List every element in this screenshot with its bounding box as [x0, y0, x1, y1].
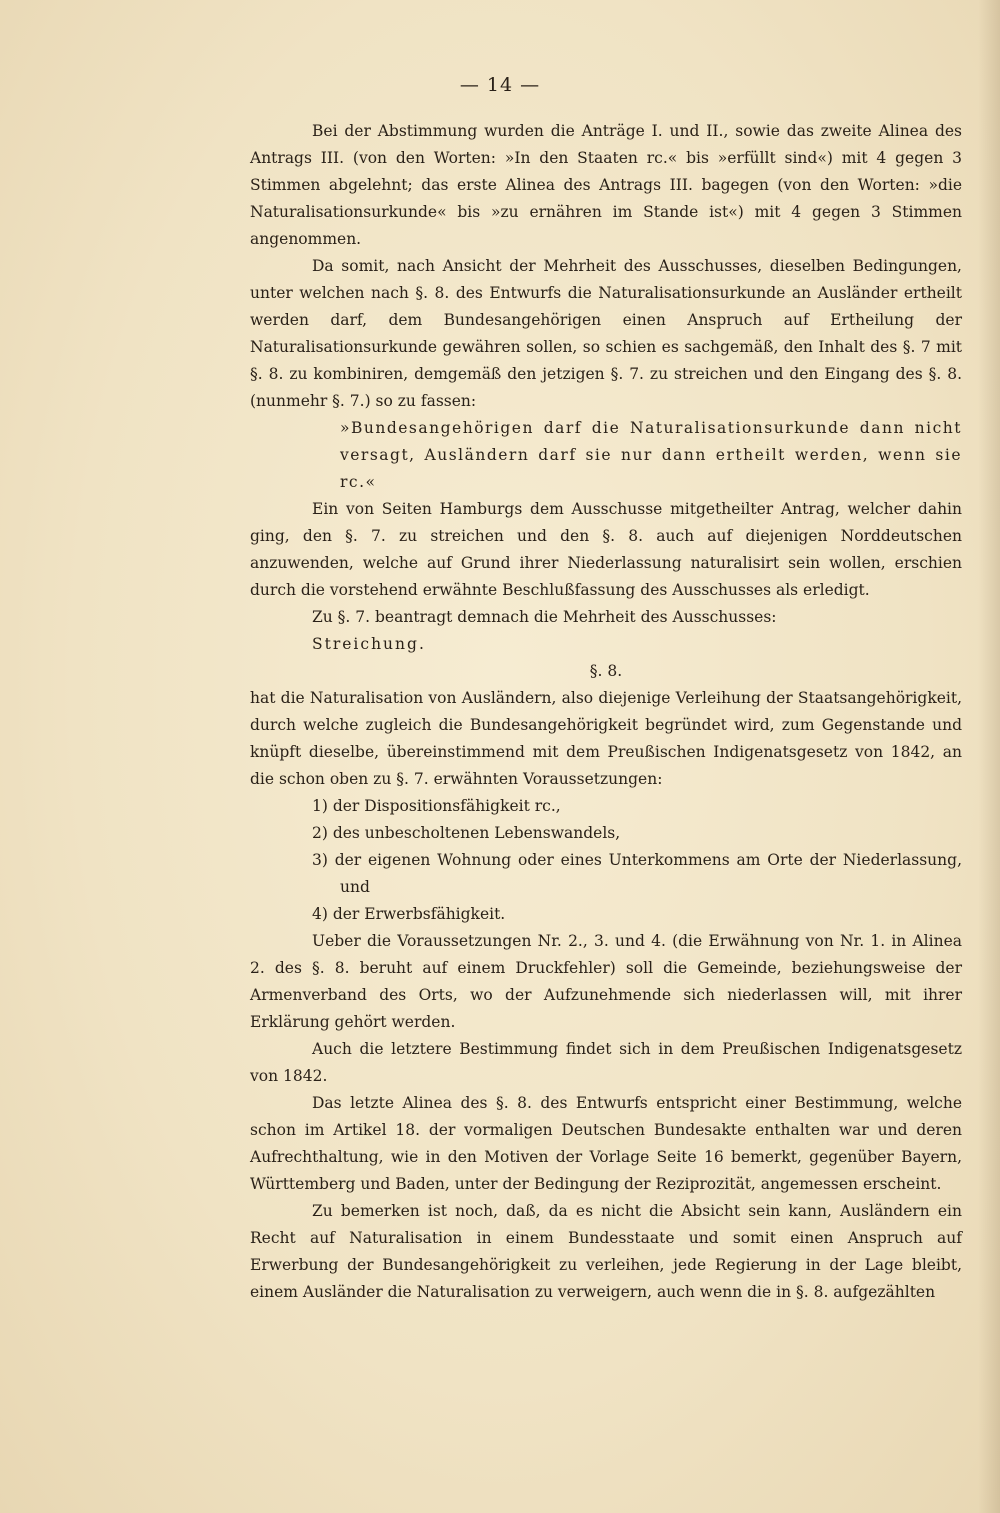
paragraph-last-alinea: Das letzte Alinea des §. 8. des Entwurfs entspricht einer Bestimmung, welche schon im Artikel 18. der vormaligen Deutschen Bundesakte enthalten war und deren Aufrechthaltung, wie in den Motiven der Vorlage Seite 16 bemerkt, gegenüber Bayern, Württemberg und Baden, unter der Bedingung der Reziprozität, angemessen erscheint. [250, 1094, 962, 1193]
list-item: 3) der eigenen Wohnung oder eines Unterkommens am Orte der Niederlassung, und [312, 851, 962, 896]
list-item: 4) der Erwerbsfähigkeit. [312, 905, 506, 923]
paragraph-motion-section-7: Zu §. 7. beantragt demnach die Mehrheit des Ausschusses: [312, 608, 777, 626]
page-edge-shadow [978, 0, 1000, 1513]
paragraph-hamburg-motion: Ein von Seiten Hamburgs dem Ausschusse mitgetheilter Antrag, welcher dahin ging, den §. 7. zu streichen und den §. 8. auch auf diejenigen Norddeutschen anzuwenden, welche auf Grund ihrer Niederlassung naturalisirt sein wollen, erschien durch die vorstehend erwähnte Beschlußfassung des Ausschusses als erledigt. [250, 500, 962, 599]
motion-action: Streichung. [312, 635, 426, 653]
paragraph-closing-remark: Zu bemerken ist noch, daß, da es nicht die Absicht sein kann, Ausländern ein Recht auf Naturalisation in einem Bundesstaate und somit einen Anspruch auf Erwerbung der Bundesangehörigkeit zu verleihen, jede Regierung in der Lage bleibt, einem Ausländer die Naturalisation zu verweigern, auch wenn die in §. 8. aufgezählten [250, 1202, 962, 1301]
paragraph-combination: Da somit, nach Ansicht der Mehrheit des Ausschusses, dieselben Bedingungen, unter welchen nach §. 8. des Entwurfs die Naturalisationsurkunde an Ausländer ertheilt werden darf, dem Bundesangehörigen einen Anspruch auf Ertheilung der Naturalisationsurkunde gewähren sollen, so schien es sachgemäß, den Inhalt des §. 7 mit §. 8. zu kombiniren, demgemäß den jetzigen §. 7. zu streichen und den Eingang des §. 8. (nunmehr §. 7.) so zu fassen: [250, 257, 962, 410]
requirements-list [250, 793, 962, 928]
paragraph-voting-result: Bei der Abstimmung wurden die Anträge I. und II., sowie das zweite Alinea des Antrags III. (von den Worten: »In den Staaten rc.« bis »erfüllt sind«) mit 4 gegen 3 Stimmen abgelehnt; das erste Alinea des Antrags III. bagegen (von den Worten: »die Naturalisationsurkunde« bis »zu ernähren im Stande ist«) mit 4 gegen 3 Stimmen angenommen. [250, 122, 962, 248]
paragraph-requirements-note: Ueber die Voraussetzungen Nr. 2., 3. und 4. (die Erwähnung von Nr. 1. in Alinea 2. des §. 8. beruht auf einem Druckfehler) soll die Gemeinde, beziehungsweise der Armenverband des Orts, wo der Aufzunehmende sich niederlassen will, mit ihrer Erklärung gehört werden. [250, 932, 962, 1031]
quoted-proposal: »Bundesangehörigen darf die Naturalisationsurkunde dann nicht versagt, Ausländern darf sie nur dann ertheilt werden, wenn sie rc.« [340, 419, 962, 491]
paragraph-indigenat-law: Auch die letztere Bestimmung findet sich in dem Preußischen Indigenatsgesetz von 1842. [250, 1040, 962, 1085]
page-number: — 14 — [459, 74, 541, 96]
section-heading: §. 8. [589, 662, 623, 680]
paragraph-naturalisation: hat die Naturalisation von Ausländern, also diejenige Verleihung der Staatsangehörigkeit, durch welche zugleich die Bundesangehörigkeit begründet wird, zum Gegenstande und knüpft dieselbe, übereinstimmend mit dem Preußischen Indigenatsgesetz von 1842, an die schon oben zu §. 7. erwähnten Voraussetzungen: [250, 689, 962, 788]
body-text [250, 118, 962, 1306]
list-item: 2) des unbescholtenen Lebenswandels, [312, 824, 621, 842]
list-item: 1) der Dispositionsfähigkeit rc., [312, 797, 561, 815]
